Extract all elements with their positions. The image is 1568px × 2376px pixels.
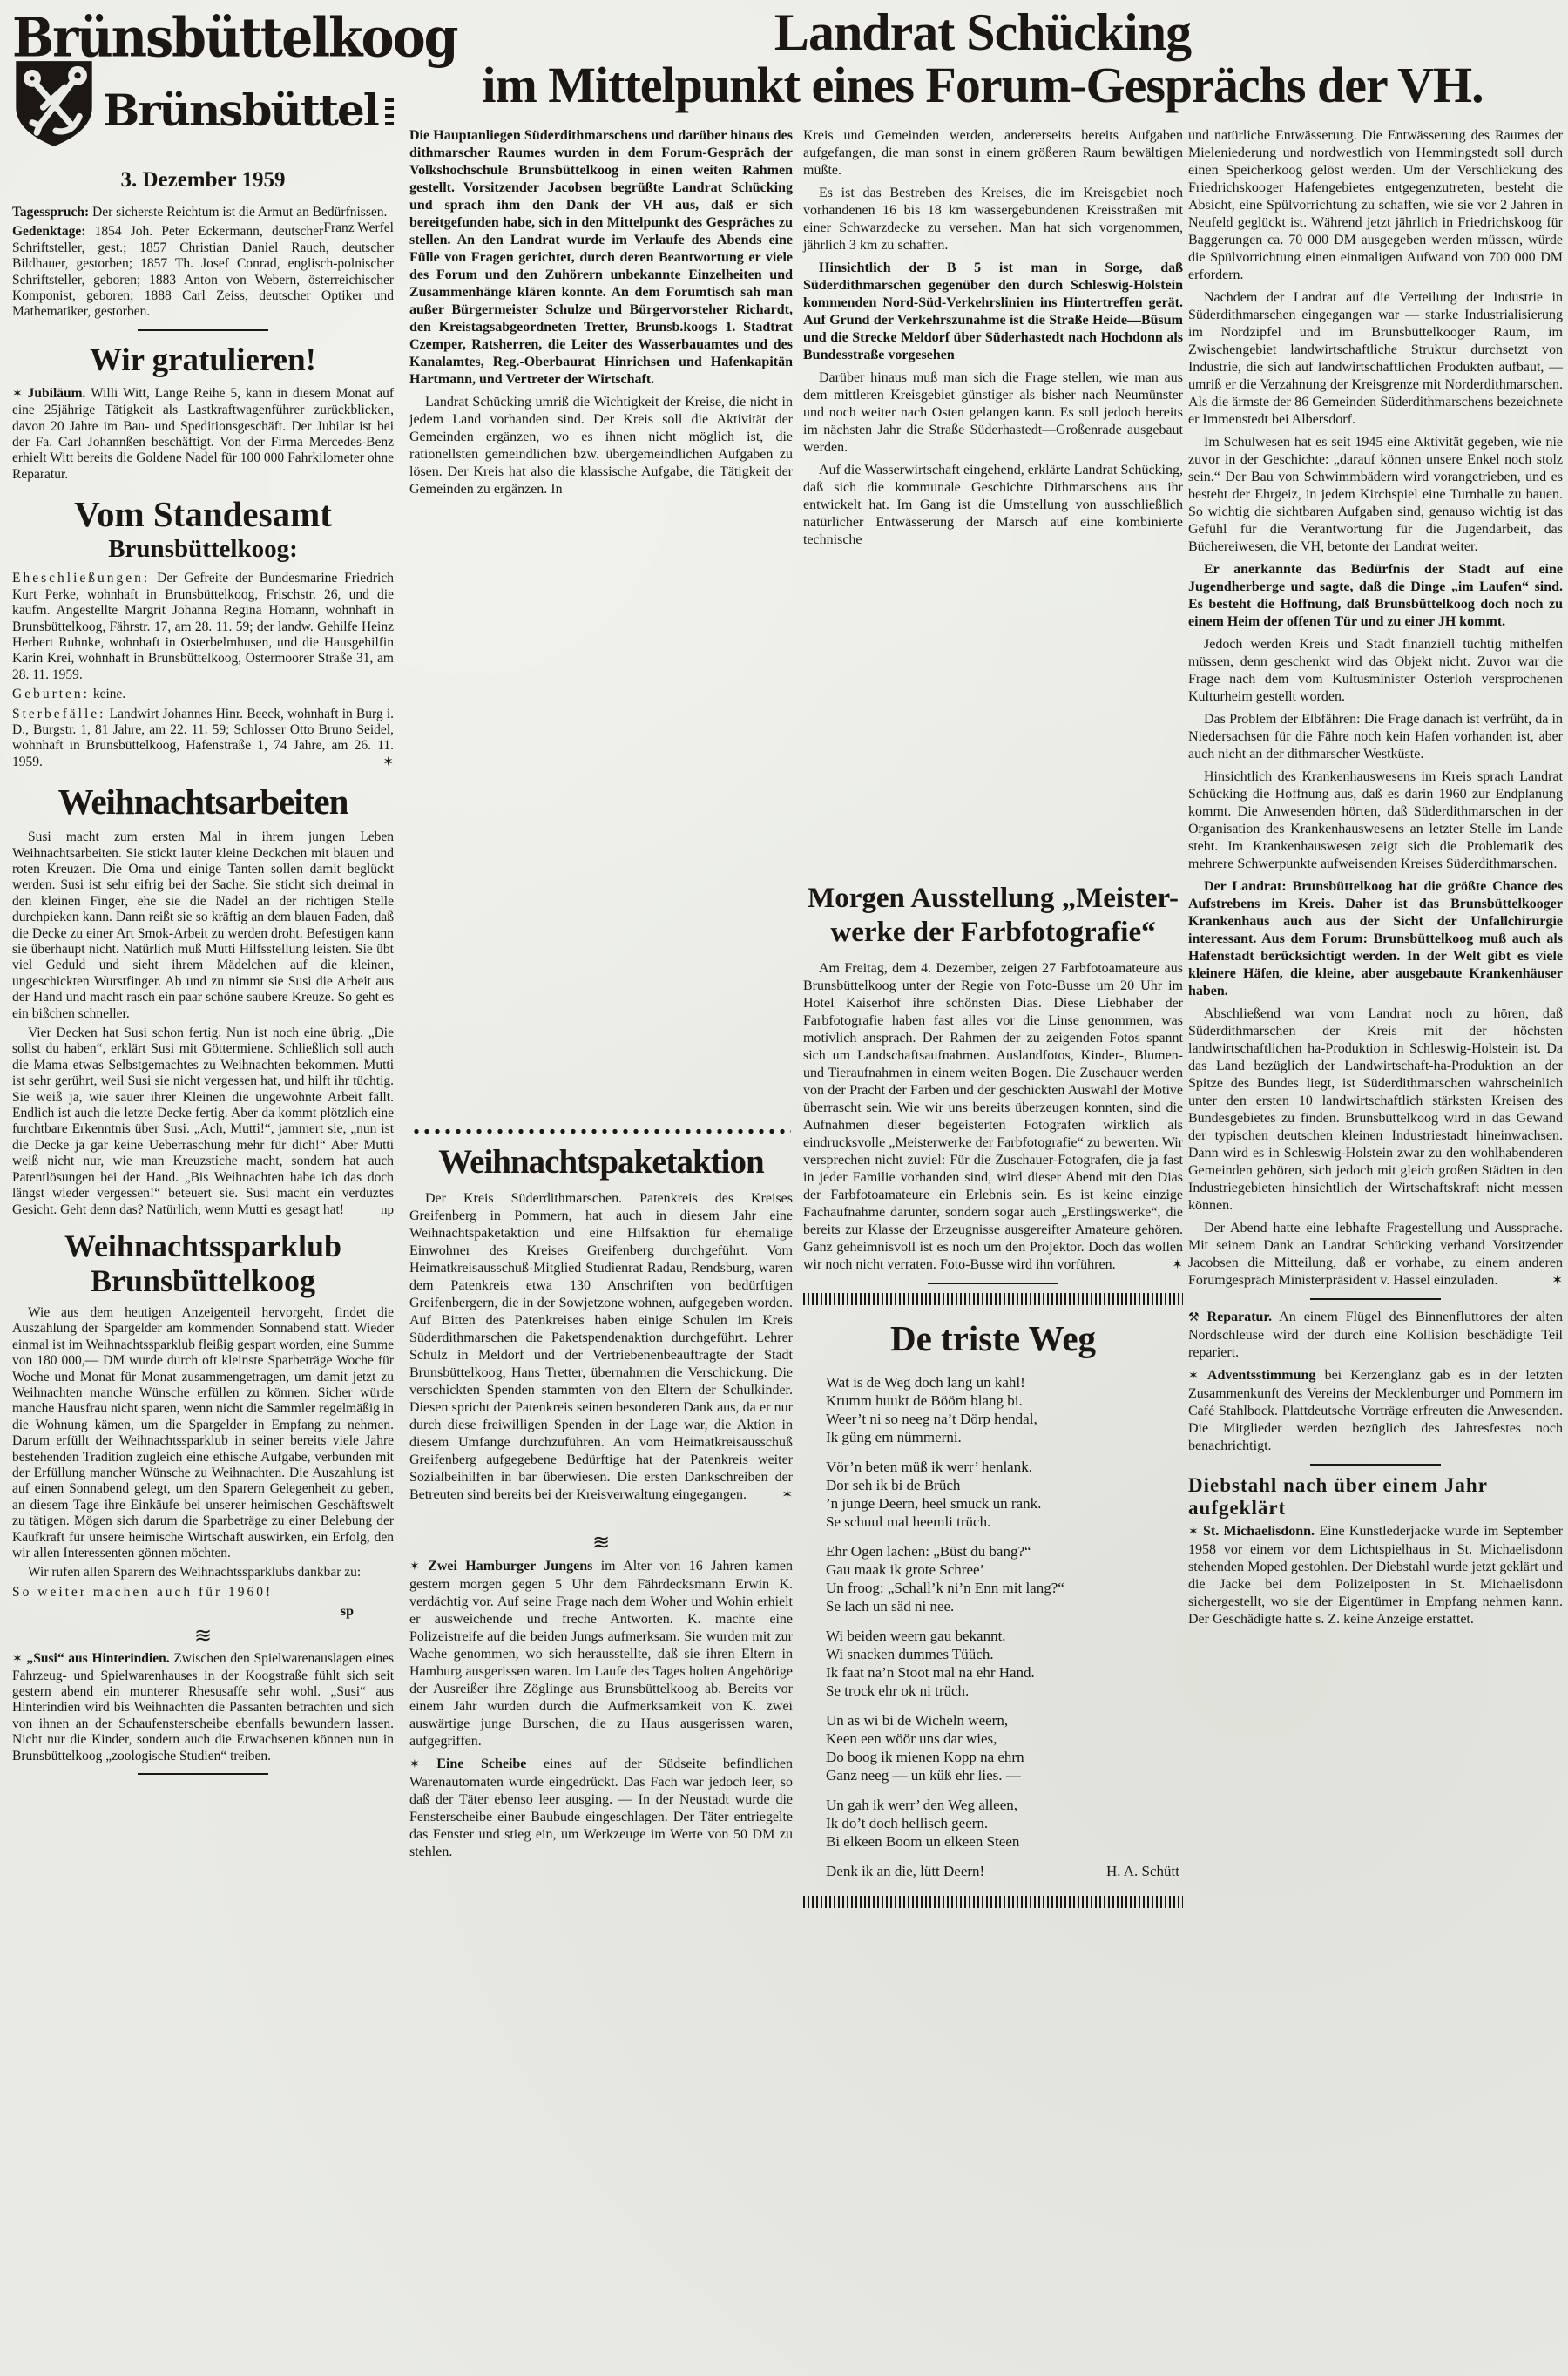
geburten-label: Geburten: — [12, 687, 90, 702]
lead-cont-p4: Auf die Wasserwirtschaft eingehend, erklärte Landrat Schücking, daß sich die kommunale Geschichte Dithmarschens aus ihr entwickelt hat. Im Gang ist die Umstellung von ausschließlich natürlicher Entwässerung der Marsch auf eine kombinierte technische — [803, 463, 1183, 547]
star-icon: ✶ — [1188, 1370, 1199, 1383]
michaelisdonn-text: Eine Kunstlederjacke wurde im September 1958 vor einem vor dem Lichtspielhaus in St. Michaelisdonn stehenden Moped gestohlen. Der Diebstahl wurde jetzt geklärt und die Jacke bei dem Polizeiposten in St. Michaelisdonn sichergestellt, wo sie der Eigentümer in Empfang nehmen kann. Der Geschädigte hatte s. Z. keine Anzeige erstattet. — [1188, 1524, 1564, 1627]
weihnachtsarbeiten-p2 — [12, 1026, 394, 1218]
lead-cont-p2: Es ist das Bestreben des Kreises, die im Kreisgebiet noch vorhandenen 16 bis 18 km wassergebundenen Kreisstraßen mit einer Schwarzdecke zu versehen. Man hat sich vorgenommen, jährlich 3 km zu schaffen. — [803, 186, 1183, 253]
poem-line: Ik do’t doch hellisch geern. — [826, 1815, 989, 1831]
tagesspruch-author: Franz Werfel — [323, 220, 394, 236]
headline-line1: Landrat Schücking — [774, 3, 1192, 61]
poem-stanza — [826, 1796, 1183, 1851]
poem-line: ’n junge Deern, heel smuck un rank. — [826, 1495, 1042, 1512]
poem-line: Un froog: „Schall’k ni’n Enn mit lang?“ — [826, 1580, 1064, 1596]
column-3-top — [803, 127, 1183, 554]
lead-cont2-p3: Im Schulwesen hat es seit 1945 eine Aktivität gegeben, wie nie zuvor in der Geschichte: „darauf können unsere Enkel noch stolz sein.“ Der Bau von Schwimmbädern wird vorangetrieben, und es besteht der Ehrgeiz, in jedem Kirchspiel eine Turnhalle zu bauen. So wichtig die sichtbaren Aufgaben sind, genauso wichtig ist das Gefühl für die Verantwortung für die Jugendarbeit, das Büchereiwesen, die VH, betonte der Landrat weiter. — [1188, 435, 1563, 554]
eheschliessungen-text: Der Gefreite der Bundesmarine Friedrich Kurt Perke, wohnhaft in Brunsbüttelkoog, Frischstr. 26, und die kaufm. Angestellte Margrit Johanna Regina Homann, wohnhaft in Brunsbüttelkoog, Fährstr. 17, am 28. 11. 59; der landw. Gehilfe Heinz Herbert Ruhnke, wohnhaft in Osterbelmhusen, und die Hausgehilfin Karin Krei, wohnhaft in Brunsbüttelkoog, Ostermoorer Straße 31, am 28. 11. 1959. — [12, 571, 394, 682]
weihnachtsarbeiten-p1: Susi macht zum ersten Mal in ihrem jungen Leben Weihnachtsarbeiten. Sie stickt lauter kleine Deckchen mit blauen und roten Kreuzen. Die Oma und einige Tanten sollen damit beglückt werden. Susi ist sehr eifrig bei der Sache. Sie sticht sich dreimal in den kleinen Finger, ehe sie die Nadel an der richtigen Stelle durchpieken kann. Dann reißt sie so kräftig an dem blauen Faden, daß die Decke zu einer Art Smok-Arbeit zu werden droht. Befestigen kann sie überhaupt nicht. Natürlich muß Mutti Hilfsstellung leisten. Sie übt viel Geduld und sieht ihrem Mädelchen auf die kleinen, ungeschickten Wurstfinger. Ab und zu nimmt sie Susi die Arbeit aus der Hand und macht rasch ein paar schöne saubere Kreuze. So geht es ein bißchen schneller. — [12, 829, 394, 1021]
sparklub-slogan: So weiter machen auch für 1960! — [12, 1584, 274, 1600]
sterbefaelle — [12, 707, 394, 771]
jubilaeum-text: Willi Witt, Lange Reihe 5, kann in diesem Monat auf eine 25jährige Tätigkeit als Lastkraftwagenführer zurückblicken, davon 20 Jahre im Bau- und Speditionsgeschäft. Der Jubilar ist bei der Fa. Carl Johannßen beschäftigt. Von der Firma Mercedes-Benz erhielt Witt bereits die Goldene Nadel für 100 000 Fahrkilometer ohne Reparatur. — [12, 385, 394, 482]
poem-line: Weer’t ni so neeg na’t Dörp hendal, — [826, 1411, 1037, 1427]
railroad-divider-icon — [803, 1293, 1183, 1305]
jungens-label: Zwei Hamburger Jungens — [428, 1559, 593, 1574]
section-divider-rule — [1310, 1464, 1441, 1466]
column-1 — [12, 0, 457, 1784]
lead-cont2-p1: und natürliche Entwässerung. Die Entwässerung des Raumes der Mieleniederung und nordwestlich von Hemmingstedt soll durch einen Speicherkoog gelöst werden. Um der Verschlickung des Friedrichskooger Hafengebietes entgegenzutreten, besteht die Absicht, eine Spülvorrichtung zu schaffen, wie sie vor 2 Jahren in Neufeld geglückt ist. Während jetzt jährlich in Friedrichskoog für Baggerungen ca. 70 000 DM ausgegeben werden müssen, würde die Spülvorrichtung einen einmaligen Aufwand von 700 000 DM erfordern. — [1188, 128, 1563, 282]
tools-icon: ⚒ — [1188, 1311, 1200, 1324]
poem-stanza — [826, 1542, 1183, 1615]
jubilaeum-item — [12, 386, 394, 483]
reparatur-item — [1188, 1309, 1563, 1362]
poem-line: Wi beiden weern gau bekannt. — [826, 1628, 1006, 1644]
star-icon: ✶ — [409, 1758, 420, 1771]
geburten-text: keine. — [92, 687, 126, 702]
michaelisdonn-label: St. Michaelisdonn. — [1203, 1524, 1315, 1539]
lead-cont2-p5: Das Problem der Elbfähren: Die Frage danach ist verfrüht, da in Niedersachsen für die Fähre noch kein Hafen vorhanden ist, aber auch nicht an der dithmarscher Westküste. — [1188, 712, 1563, 762]
star-icon: ✶ — [12, 1653, 23, 1667]
column-2-bottom — [409, 1126, 793, 1866]
lead-cont2-p8 — [1188, 1220, 1563, 1290]
susi-label: „Susi“ aus Hinterindien. — [26, 1651, 170, 1667]
anchor-key-crest-icon — [12, 58, 96, 149]
poem-line: Se schuul mal heemli trüch. — [826, 1513, 991, 1530]
sparklub-p1: Wie aus dem heutigen Anzeigenteil hervorgeht, findet die Auszahlung der Spargelder am kommenden Sonnabend statt. Wieder einmal ist im Weihnachtssparklub fleißig gespart worden, eine Summe von 180 000,— DM wurde durch oft kleinste Sparbeträge Woche für Woche und Monat für Monat zusammengetragen, um damit jetzt zu Weihnachten manche Wünsche erfüllen zu können. Sicher würde manche Hausfrau nicht sparen, wenn nicht die Sammler regelmäßig in die Wohnung kämen, um die Spargelder in Empfang zu nehmen. Darum erfüllt der Weihnachtssparklub in seiner bereits viele Jahre bestehenden Tradition zugleich eine ethische Aufgabe, verbunden mit der Erfüllung mancher Wünsche zu Weihnachten. Die Auszahlung ist auf einen Sonnabend gelegt, um den Sparern Gelegenheit zu geben, an diesem Tage ihre Einkäufe bei unserer heimischen Geschäftswelt zu tätigen. Mögen sich darum die Sparbeträge zu einer Belebung der Kaufkraft für unsere heimische Wirtschaft auswirken, ein Erfolg, den wir allen Interessenten gönnen möchten. — [12, 1304, 394, 1560]
section-divider-rule — [928, 1283, 1058, 1284]
poem-stanza — [826, 1627, 1183, 1700]
reparatur-label: Reparatur. — [1206, 1310, 1273, 1324]
geburten — [12, 687, 394, 702]
column-2-top — [409, 127, 793, 504]
lead-cont-bold: Hinsichtlich der B 5 ist man in Sorge, daß Süderdithmarschen gegenüber den durch Schleswig-Holstein kommenden Nord-Süd-Verkehrslinien ins Hintertreffen gerät. Auf Grund der Verkehrszunahme ist die Straße Heide—Büsum und die Strecke Meldorf über Süderhastedt nach Hochdonn als Bundesstraße vorgesehen — [803, 261, 1183, 362]
lead-article-end: Der Abend hatte eine lebhafte Fragestellung und Aussprache. Mit seinem Dank an Landrat Schücking verband Vorsitzender Jacobsen die Mitteilung, daß er vorhabe, zu einem anderen Forumgespräch Ministerpräsident v. Hassel einzuladen. — [1188, 1221, 1563, 1288]
lead-article-intro: Die Hauptanliegen Süderdithmarschens und darüber hinaus des dithmarscher Raumes wurden in dem Forum-Gespräch der Volkshochschule Brunsbüttelkoog in einen weiten Rahmen gestellt. Vorsitzender Jacobsen begrüßte Landrat Schücking und sprach ihm den Dank der VH aus, daß er sich bereitgefunden habe, sich in den Mittelpunkt des Gespräches zu stellen. An den Landrat wurde im Verlaufe des Abends eine Fülle von Fragen gerichtet, durch deren Beantwortung er viele des Forum und den Zuhörern unbekannte Einzelheiten und Zusammenhänge klären konnte. An dem Forumtisch sah man außer Bürgermeister Schulze und Bürgervorsteher Richardt, den Kreistagsabgeordneten Tretter, Brunsb.koogs 1. Stadtrat Czemper, Ratsherren, die Leiter des Wasserbauamtes und des Kanalamtes, Reg.-Oberbaurat Hinrichsen und Hafenkapitän Hartmann, und Vertreter der Wirtschaft. — [409, 128, 793, 387]
poem-line: Ik güng em nümmerni. — [826, 1429, 962, 1445]
gedenktage-text: 1854 Joh. Peter Eckermann, deutscher Schriftsteller, gest.; 1857 Christian Daniel Rauch, deutscher Bildhauer, gestorben; 1857 Th. Josef Conrad, englisch-polnischer Schriftsteller, geboren; 1883 Anton von Webern, österreichischer Komponist, geboren; 1888 Carl Zeiss, deutscher Optiker und Mathematiker, gestorben. — [12, 224, 394, 320]
poem-line: Gau maak ik grote Schree’ — [826, 1561, 985, 1578]
reparatur-text: An einem Flügel des Binnenfluttores der alten Nordschleuse wird der durch eine Kollision beschädigte Teil repariert. — [1188, 1310, 1563, 1360]
sterbefaelle-label: Sterbefälle: — [12, 706, 106, 721]
poem-last-line — [826, 1862, 1183, 1880]
sterbefaelle-text: Landwirt Johannes Hinr. Beeck, wohnhaft in Burg i. D., Burgstr. 1, 81 Jahre, am 22. 11. 59; Schlosser Otto Bruno Seidel, wohnhaft in Brunsbüttelkoog, Hafenstraße 1, 74 Jahre, am 26. 11. 1959. — [12, 706, 394, 769]
star-icon: ✶ — [1172, 1258, 1183, 1272]
poem-heading: De triste Weg — [889, 1318, 1097, 1358]
gedenktage — [12, 224, 394, 320]
tagesspruch-text: Der sicherste Reichtum ist die Armut an Bedürfnissen. — [92, 205, 388, 220]
standesamt-heading: Vom Standesamt — [74, 494, 332, 535]
poem-line: Krumm huukt de Bööm blang bi. — [826, 1392, 1023, 1409]
poem-stanza — [826, 1711, 1183, 1784]
advent-label: Adventsstimmung — [1206, 1368, 1316, 1383]
paketaktion-text — [409, 1190, 793, 1504]
sparklub-p2: Wir rufen allen Sparern des Weihnachtssparklubs dankbar zu: — [28, 1565, 362, 1581]
scheibe-text: eines auf der Südseite befindlichen Warenautomaten wurde eingedrückt. Das Fach war jedoch leer, so daß der Täter ebenso leer ausging. — In der Neustadt wurde die Fensterscheibe einer Baubude eingeschlagen. Der Täter entriegelte das Fenster und stieg ein, um Werkzeuge im Werte von 50 DM zu stehlen. — [409, 1757, 794, 1859]
lead-cont2-bold1: Er anerkannte das Bedürfnis der Stadt auf eine Jugendherberge und sagte, daß die Dinge „im Laufen“ sind. Es besteht die Hoffnung, daß Brunsbüttelkoog doch noch zu einem Heim der offenen Tür und zu einer JH kommt. — [1188, 562, 1563, 629]
railroad-divider-icon — [803, 1896, 1183, 1908]
tagesspruch-label: Tagesspruch: — [12, 205, 90, 220]
poem-line: Se lach un säd ni nee. — [826, 1598, 955, 1614]
scheibe-label: Eine Scheibe — [436, 1757, 527, 1771]
poem-stanza — [826, 1458, 1183, 1531]
poem-line: Do boog ik mienen Kopp na ehrn — [826, 1749, 1024, 1765]
susi-item — [12, 1651, 394, 1764]
michaelisdonn-item — [1188, 1523, 1563, 1628]
star-icon: ✶ — [1188, 1526, 1199, 1539]
star-icon: ✶ — [781, 1488, 793, 1502]
author-initials: np — [381, 1202, 394, 1217]
edition-date: 3. Dezember 1959 — [120, 168, 286, 192]
lead-article-p2: Landrat Schücking umriß die Wichtigkeit der Kreise, die nicht in jedem Land vorhanden sind. Der Kreis soll die Aktivität der Gemeinden ergänzen, wo es ihnen nicht möglich ist, die rationellsten gemeindlichen bzw. übergemeindlichen Aufgaben zu lösen. Der Kreis hat also die klassische Aufgabe, die Tätigkeit der Gemeinden zu ergänzen. In — [409, 395, 793, 497]
poem-line: Un gah ik werr’ den Weg alleen, — [826, 1797, 1018, 1813]
lead-cont2-p4: Jedoch werden Kreis und Stadt finanziell tüchtig mithelfen müssen, denn geschenkt wird das Objekt nicht. Zuvor war die Frage nach dem vom Kultusminister Osterloh versprochenen Kulturheim gestellt worden. — [1188, 637, 1563, 704]
weihnachtsarbeiten-heading: Weihnachtsarbeiten — [57, 782, 348, 822]
ausstellung-heading-line2: werke der Farbfotografie“ — [830, 917, 1156, 948]
squiggle-divider-icon: ≋ — [193, 1625, 213, 1648]
lead-cont-p3: Darüber hinaus muß man sich die Frage stellen, wie man aus dem mittleren Kreisgebiet günstiger als bisher nach Neumünster und noch weiter nach Osten gelangen kann. Es soll jedoch bereits im nächsten Jahr die Straße Süderhastedt—Großenrade ausgebaut werden. — [803, 370, 1183, 455]
masthead — [12, 6, 457, 193]
masthead-title-line2: Brünsbüttel — [103, 84, 378, 136]
lead-cont2-p6: Hinsichtlich des Krankenhauswesens im Kreis sprach Landrat Schücking die Hoffnung aus, daß es darin 1960 zur Endplanung kommt. Die Anwesenden hörten, daß Süderdithmarschen in der Organisation des Krankenhauswesens an letzter Stelle im Lande steht. Im Krankenhauswesen zeigt sich die Problematik des mehrere Schwerpunkte aufweisenden Kreises Süderdithmarschen. — [1188, 769, 1563, 871]
scheibe-item — [409, 1756, 793, 1861]
ribbon-flourish-icon — [385, 94, 394, 125]
eheschliessungen — [12, 571, 394, 683]
advent-text: bei Kerzenglanz gab es in der letzten Zusammenkunft des Vereins der Mecklenburger und Pommern im Café Stahlbock. Plattdeutsche Vorträge erfreuten die Anwesenden. Die Mitglieder werden bezüglich des Jahresfestes noch benachrichtigt. — [1188, 1368, 1564, 1453]
column-3-bottom — [803, 882, 1183, 1913]
weihnachtsarbeiten-p2-text: Vier Decken hat Susi schon fertig. Nun ist noch eine übrig. „Die sollst du haben“, erklärt Susi mit Göttermiene. Schließlich soll auch die Mama etwas Selbstgemachtes zu Weihnachten bekommen. Mutti ist sehr gerührt, weil Susi sie nicht vergessen hat, und hilft ihr tüchtig. Sie weiß ja, wie sauer ihrer Kleinen die ungewohnte Arbeit fällt. Endlich ist auch die letzte Decke fertig. Aber da kommt plötzlich eine furchtbare Erkenntnis über Susi. „Ach, Mutti!“, jammert sie, „nun ist die Decke ja gar keine Ueberraschung mehr für dich!“ Aber Mutti weiß nicht nur, wie man Kreuzstiche macht, sondern hat auch Patentlösungen bei der Hand. „Bis Weihnachten habe ich das doch längst wieder vergessen!“ beteuert sie. Susi macht ein verduztes Gesicht. Geht denn das? Natürlich, wenn Mutti es gesagt hat! — [12, 1026, 394, 1217]
star-icon: ✶ — [12, 387, 23, 401]
standesamt-subheading: Brunsbüttelkoog: — [108, 535, 298, 564]
sparklub-heading-line1: Weihnachtssparklub — [64, 1228, 342, 1263]
lead-cont2-p7: Abschließend war vom Landrat noch zu hören, daß Süderdithmarschen der Kreis mit der höchsten landwirtschaftlichen ha-Produktion in Schleswig-Holstein ist. Da das Land bezüglich der Landwirtschaft-ha-Produktion an der Spitze des Bundes liegt, ist Süderdithmarschen wahrscheinlich unter den ersten 10 landwirtschaftlich stärksten Kreisen des Bundesgebietes zu finden. Brunsbüttelkoog wird in das Gewand der typischen deutschen kleinen Industriestadt hineinwachsen. Dann wird es in Schleswig-Holstein zwar zu den wohlhabenderen Gemeinden gehören, sich jedoch mit gleich großen Städten in den Industriegebieten hinsichtlich der Wirtschaftskraft nicht messen können. — [1188, 1006, 1563, 1213]
section-divider-rule — [138, 329, 268, 331]
susi-text: Zwischen den Spielwarenauslagen eines Fahrzeug- und Spielwarenhauses in der Koogstraße fühlt sich seit gestern abend ein munterer Rhesusaffe sehr wohl. „Susi“ aus Hinterindien wird bis Weihnachten die Passanten betrachten und sich von ihnen an der Schaufensterscheibe ebenfalls bewundern lassen. Nicht nur die Kinder, sondern auch die Erwachsenen können nun in Brunsbüttelkoog „zoologische Studien“ treiben. — [12, 1651, 395, 1763]
headline-line2: im Mittelpunkt eines Forum-Gesprächs der VH. — [482, 57, 1484, 114]
poem-line: Se trock ehr ok ni trüch. — [826, 1682, 970, 1699]
sparklub-heading-line2: Brunsbüttelkoog — [90, 1262, 316, 1298]
star-icon: ✶ — [1551, 1274, 1563, 1288]
poem-line: Ehr Ogen lachen: „Büst du bang?“ — [826, 1543, 1031, 1560]
ausstellung-text — [803, 960, 1183, 1274]
advent-item — [1188, 1367, 1563, 1455]
paketaktion-heading: Weihnachtspaketaktion — [438, 1143, 764, 1181]
jungens-item — [409, 1558, 793, 1750]
poem-stanza — [826, 1373, 1183, 1446]
poem-line: Bi elkeen Boom un elkeen Steen — [826, 1833, 1020, 1850]
poem-author: H. A. Schütt — [1105, 1863, 1179, 1879]
gratulieren-heading: Wir gratulieren! — [90, 342, 316, 378]
author-initials: sp — [340, 1604, 354, 1620]
main-headline — [402, 5, 1563, 112]
sparklub-heading — [12, 1229, 394, 1298]
lead-cont-p1: Kreis und Gemeinden werden, andererseits bereits Aufgaben aufgefangen, die man sonst in einem größeren Raum bewältigen müßte. — [803, 128, 1183, 178]
lead-cont2-p2: Nachdem der Landrat auf die Verteilung der Industrie in Süderdithmarschen eingegangen war — starke Industrialisierung im Nordzipfel und im Brunsbüttelkooger Raum, im Zwischengebiet landwirtschaftliche Struktur durchsetzt von Industrie, die sich auf landwirtschaftlichen Produkten aufbaut, — umriß er die Verzahnung der Kreisgrenze mit Norderdithmarschen. Als die ärmste der 86 Gemeinden Süderdithmarschens bezeichnete er Immenstedt bei Albersdorf. — [1188, 290, 1563, 427]
paketaktion-body: Der Kreis Süderdithmarschen. Patenkreis des Kreises Greifenberg in Pommern, hat auch in diesem Jahr eine Weihnachtspaketaktion und eine Hilfsaktion für ehemalige Einwohner des Kreises Greifenberg durchgeführt. Vom Heimatkreisausschuß-Mitglied Studienrat Radau, Rendsburg, waren dem Patenkreis etwa 130 Anschriften von bedürftigen Greifenbergern, die in der Sowjetzone wohnen, aufgegeben worden. Auf Bitten des Patenkreises haben einige Schulen im Kreis Süderdithmarschen die Paketspendenaktion durchgeführt. Lehrer Schulz in Meldorf und der Vertriebenenbeauftragte der Stadt Brunsbüttelkoog, Hans Tretter, übernahmen die Verschickung. Die verschickten Spenden stammten von den Eltern der Schulkinder. Diesen spricht der Patenkreis seinen besonderen Dank aus, da er nur durch diese freiwilligen Spenden in der Lage war, die Aktion in diesem Umfange durchzuführen. An vom Heimatkreisausschuß Greifenberg aufgegebene Bedürftige hat der Patenkreis weiter Sozialbeihilfen in bar überwiesen. Die ersten Dankschreiben der Betreuten sind bereits bei der Kreisverwaltung eingegangen. — [409, 1191, 793, 1502]
poem-line: Keen een wöör uns dar wies, — [826, 1730, 997, 1747]
lead-cont2-bold2: Der Landrat: Brunsbüttelkoog hat die größte Chance des Aufstrebens im Kreis. Daher ist das Brunsbüttelkooger Krankenhaus auch aus der Sicht der Unfallchirurgie interessant. Aus dem Forum: Brunsbüttelkoog muß auch als Hafenstadt berücksichtigt werden. In der Welt gibt es viele kleinere Häfen, die kleine, aber ausgebaute Krankenhäuser haben. — [1188, 879, 1563, 998]
poem-line: Wi snacken dummes Tüüch. — [826, 1646, 994, 1662]
poem — [803, 1373, 1183, 1880]
gedenktage-label: Gedenktage: — [12, 224, 86, 240]
diebstahl-heading: Diebstahl nach über einem Jahr aufgeklärt — [1188, 1474, 1488, 1519]
poem-line: Ik faat na’n Stoot mal na ehr Hand. — [826, 1664, 1035, 1681]
star-icon: ✶ — [409, 1560, 420, 1574]
poem-line: Un as wi bi de Wicheln weern, — [826, 1712, 1009, 1729]
jubilaeum-label: Jubiläum. — [27, 385, 86, 401]
rope-divider-icon — [411, 1126, 791, 1137]
eheschliessungen-label: Eheschließungen: — [12, 571, 151, 586]
column-4 — [1188, 127, 1563, 1634]
section-divider-rule — [1310, 1298, 1441, 1300]
poem-line: Dor seh ik bi de Brüch — [826, 1477, 961, 1493]
jungens-text: im Alter von 16 Jahren kamen gestern morgen gegen 5 Uhr dem Fährdecksmann Erwin K. verdächtig vor. Auf seine Frage nach dem Woher und Wohin erhielt er ausweichende und freche Antworten. K. machte eine Polizeistreife auf die beiden Jungs aufmerksam. Sie wurden mit zur Wache genommen, wo sich herausstellte, daß sie ihren Eltern in Hamburg ausgerissen waren. Im Laufe des Tages holten Angehörige der Ausreißer ihre Zöglinge aus Brunsbüttelkoog ab. Bereits vor einem Jahr wurden durch die Aufmerksamkeit von K. zwei auswärtige junge Burschen, die zu Haus ausgerissen waren, aufgegriffen. — [409, 1559, 794, 1749]
ausstellung-heading — [803, 882, 1183, 950]
squiggle-divider-icon: ≋ — [591, 1532, 611, 1554]
poem-line: Wat is de Weg doch lang un kahl! — [826, 1374, 1025, 1391]
poem-line: Vör’n beten müß ik werr’ henlank. — [826, 1459, 1032, 1475]
ausstellung-heading-line1: Morgen Ausstellung „Meister- — [808, 883, 1179, 914]
poem-line: Ganz neeg — un küß ehr lies. — — [826, 1767, 1021, 1784]
star-icon: ✶ — [382, 755, 394, 769]
masthead-title-line1: Brünsbüttelkoog — [12, 6, 457, 70]
poem-line: Denk ik an die, lütt Deern! — [826, 1863, 985, 1879]
ausstellung-body: Am Freitag, dem 4. Dezember, zeigen 27 Farbfotoamateure aus Brunsbüttelkoog unter der Regie von Foto-Busse um 20 Uhr im Hotel Kaiserhof ihre schönsten Dias. Diese Liebhaber der Farbfotografie haben fast alles vor die Linse genommen, was motivlich ansprach. Der Rahmen der zu zeigenden Fotos spannt sich um Landschaftsaufnahmen. Auslandfotos, Kinder-, Blumen- und Tieraufnahmen in einem weiten Bogen. Die Zuschauer werden von der Pracht der Farben und der geschickten Auswahl der Motive überrascht sein. Wie wir uns bereits überzeugen konnten, sind die Aufnahmen dieser begeisterten Fotografen wirklich als eindrucksvolle „Meisterwerke der Farbfotografie“ zu bewerten. Wir versprechen nicht zuviel: Für die Zuschauer-Fotografen, die ja fast in jeder Familie vorhanden sind, wird dieser Abend mit den Dias der Farbfotoamateure ein Erlebnis sein. Es ist keine einzige Fachaufnahme darunter, sondern sogar auch „Erstlingswerke“, die bereits zur Klasse der Erzeugnisse ausgereifter Amateure gehören. Ganz geheimnisvoll ist es noch um den Projektor. Doch das wollen wir noch nicht verraten. Foto-Busse wird ihn vorführen. — [803, 961, 1183, 1272]
section-divider-rule — [138, 1773, 268, 1775]
